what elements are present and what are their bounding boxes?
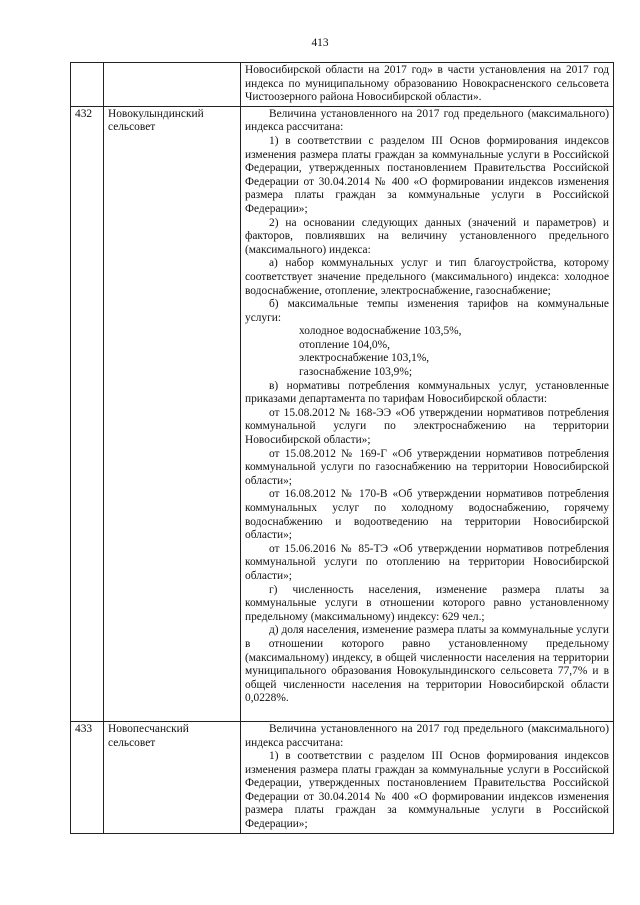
- index-table: [70, 62, 614, 834]
- row-text: [241, 106, 614, 721]
- paragraph: от 15.08.2012 № 168-ЭЭ «Об утверждении нормативов потребления коммунальной услуги по электроснабжению на территории Новосибирской области»;: [245, 406, 609, 447]
- municipality-name: [104, 63, 241, 107]
- paragraph: а) набор коммунальных услуг и тип благоустройства, которому соответствует значение предельного (максимального) индекса: холодное водоснабжение, отопление, электроснабжение, газоснабжение;: [245, 257, 609, 297]
- tariff-item: отопление 104,0%,: [299, 338, 390, 351]
- row-number: 432: [71, 106, 104, 721]
- paragraph: 2) на основании следующих данных (значений и параметров) и факторов, повлиявших на величину установленного предельного (максимального) индекса:: [245, 216, 609, 256]
- table-row: [71, 721, 614, 833]
- paragraph: 1) в соответствии с разделом III Основ формирования индексов изменения размера платы граждан за коммунальные услуги в Российской Федерации, утвержденных постановлением Правительства Российской Федерации от 30.04.2014 № 400 «О формировании индексов изменения размера платы граждан за коммунальные услуги в Российской Федерации»;: [245, 134, 609, 215]
- tariff-item: холодное водоснабжение 103,5%,: [299, 325, 462, 338]
- paragraph: от 15.06.2016 № 85-ТЭ «Об утверждении нормативов потребления коммунальной услуги по отоплению на территории Новосибирской области»;: [245, 542, 609, 582]
- paragraph: в) нормативы потребления коммунальных услуг, установленные приказами департамента по тарифам Новосибирской области:: [245, 379, 609, 406]
- paragraph: г) численность населения, изменение размера платы за коммунальные услуги в отношении которого равно установленному предельному (максимальному) индексу: 629 чел.;: [245, 583, 609, 623]
- tariff-item: газоснабжение 103,9%;: [299, 366, 413, 379]
- row-text: [241, 63, 614, 107]
- table-row: [71, 63, 614, 107]
- table-body: [71, 63, 614, 834]
- municipality-name: Новопесчанский сельсовет: [104, 721, 241, 833]
- table-row: [71, 106, 614, 721]
- paragraph: от 15.08.2012 № 169-Г «Об утверждении нормативов потребления коммунальной услуги по газоснабжению на территории Новосибирской области»;: [245, 447, 609, 487]
- paragraph: 1) в соответствии с разделом III Основ формирования индексов изменения размера платы граждан за коммунальные услуги в Российской Федерации, утвержденных постановлением Правительства Российской Федерации от 30.04.2014 № 400 «О формировании индексов изменения размера платы граждан за коммунальные услуги в Российской Федерации»;: [245, 750, 609, 831]
- paragraph: Величина установленного на 2017 год предельного (максимального) индекса рассчитана:: [245, 107, 609, 134]
- tariff-item: электроснабжение 103,1%,: [299, 352, 430, 365]
- row-text: [241, 721, 614, 833]
- page-number: 413: [311, 37, 329, 49]
- paragraph: Новосибирской области на 2017 год» в части установления на 2017 год индекса по муниципальному образованию Новокрасненского сельсовета Чистоозерного района Новосибирской области».: [245, 64, 609, 104]
- row-number: 433: [71, 721, 104, 833]
- row-number: [71, 63, 104, 107]
- paragraph: д) доля населения, изменение размера платы за коммунальные услуги в отношении которого равно установленному предельному (максимальному) индексу, в общей численности населения на территории муниципального образования Новокулындинского сельсовета 77,7% и в общей численности населения на территории Новосибирской области 0,0228%.: [245, 624, 609, 705]
- paragraph: Величина установленного на 2017 год предельного (максимального) индекса рассчитана:: [245, 722, 609, 749]
- municipality-name: Новокулындинский сельсовет: [104, 106, 241, 721]
- paragraph: от 16.08.2012 № 170-В «Об утверждении нормативов потребления коммунальных услуг по холодному водоснабжению, горячему водоснабжению и водоотведению на территории Новосибирской области»;: [245, 488, 609, 542]
- paragraph: б) максимальные темпы изменения тарифов на коммунальные услуги:: [245, 298, 609, 324]
